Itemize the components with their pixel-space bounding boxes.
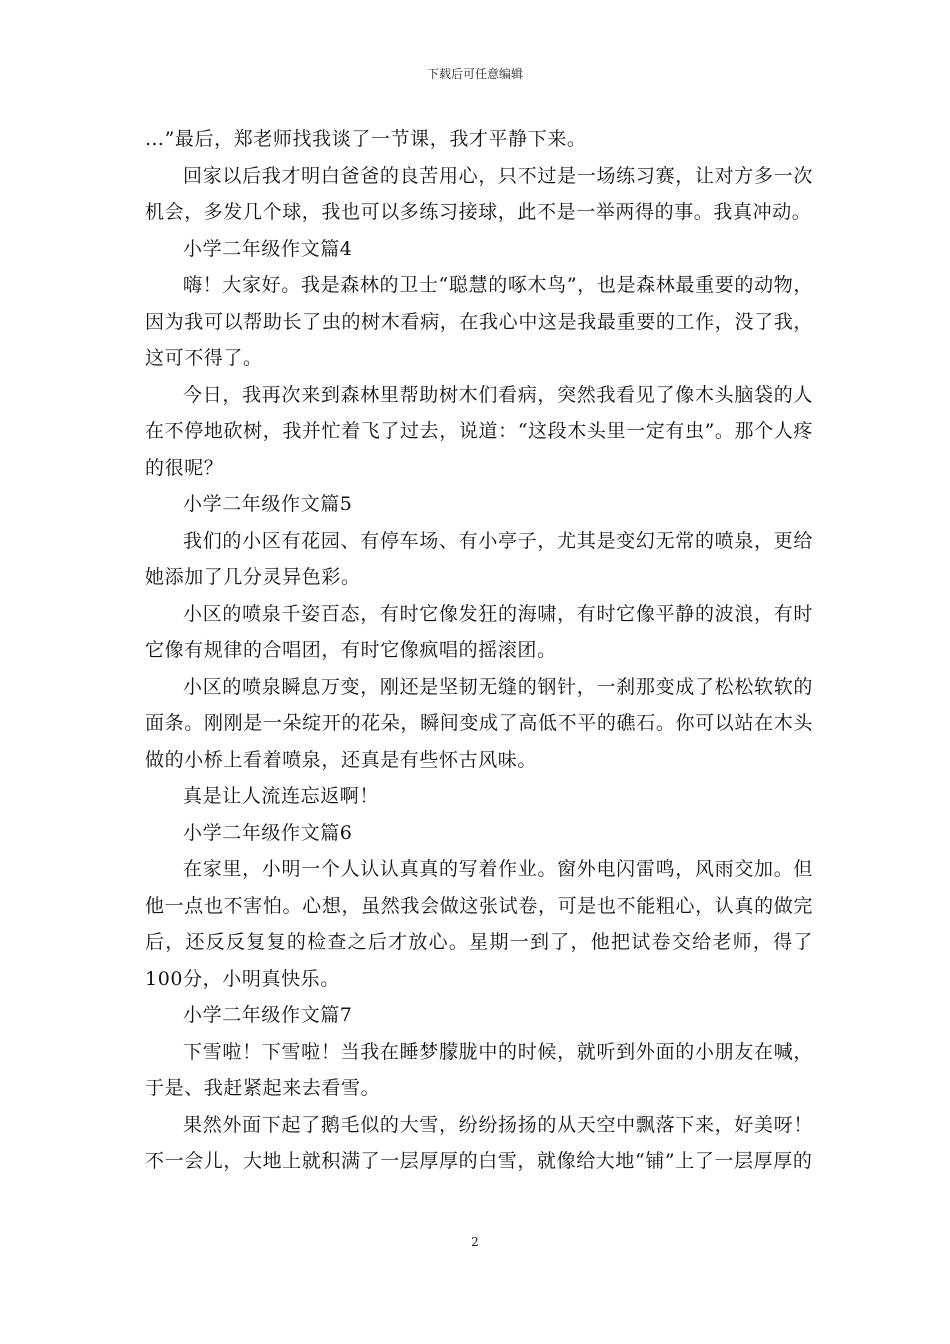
- paragraph-9: 在家里，小明一个人认认真真的写着作业。窗外电闪雷鸣，风雨交加。但他一点也不害怕。心想，虽然我会做这张试卷，可是也不能粗心，认真的做完后，还反反复复的检查之后才放心。星期一到了，他把试卷交给老师，得了100分，小明真快乐。: [145, 858, 813, 990]
- paragraph-10: 下雪啦！下雪啦！当我在睡梦朦胧中的时候，就听到外面的小朋友在喊，于是、我赶紧起来去看雪。: [145, 1040, 813, 1099]
- page-header: 下载后可任意编辑: [426, 67, 523, 81]
- document-body: [145, 121, 813, 1180]
- paragraph-4: 今日，我再次来到森林里帮助树木们看病，突然我看见了像木头脑袋的人在不停地砍树，我并忙着飞了过去，说道：“这段木头里一定有虫”。那个人疼的很呢？: [145, 383, 813, 479]
- section-heading-6: 小学二年级作文篇6: [183, 821, 353, 844]
- paragraph-8: 真是让人流连忘返啊！: [183, 785, 380, 807]
- paragraph-5: 我们的小区有花园、有停车场、有小亭子，尤其是变幻无常的喷泉，更给她添加了几分灵异色彩。: [145, 529, 813, 588]
- section-heading-5: 小学二年级作文篇5: [183, 493, 353, 515]
- paragraph-7: 小区的喷泉瞬息万变，刚还是坚韧无缝的钢针，一刹那变成了松松软软的面条。刚刚是一朵绽开的花朵，瞬间变成了高低不平的礁石。你可以站在木头做的小桥上看着喷泉，还真是有些怀古风味。: [145, 675, 813, 771]
- paragraph-6: 小区的喷泉千姿百态，有时它像发狂的海啸，有时它像平静的波浪，有时它像有规律的合唱团，有时它像疯唱的摇滚团。: [145, 602, 813, 661]
- section-heading-7: 小学二年级作文篇7: [183, 1004, 353, 1026]
- paragraph-3: 嗨！大家好。我是森林的卫士“聪慧的啄木鸟”，也是森林最重要的动物，因为我可以帮助长了虫的树木看病，在我心中这是我最重要的工作，没了我，这可不得了。: [145, 274, 813, 369]
- paragraph-11: 果然外面下起了鹅毛似的大雪，纷纷扬扬的从天空中飘落下来，好美呀！不一会儿，大地上就积满了一层厚厚的白雪，就像给大地“铺”上了一层厚厚的: [145, 1113, 813, 1172]
- section-heading-4: 小学二年级作文篇4: [183, 237, 353, 260]
- paragraph-1: …”最后，郑老师找我谈了一节课，我才平静下来。: [145, 128, 587, 150]
- page-number: 2: [471, 1235, 479, 1249]
- paragraph-2: 回家以后我才明白爸爸的良苦用心，只不过是一场练习赛，让对方多一次机会，多发几个球，我也可以多练习接球，此不是一举两得的事。我真冲动。: [145, 164, 813, 223]
